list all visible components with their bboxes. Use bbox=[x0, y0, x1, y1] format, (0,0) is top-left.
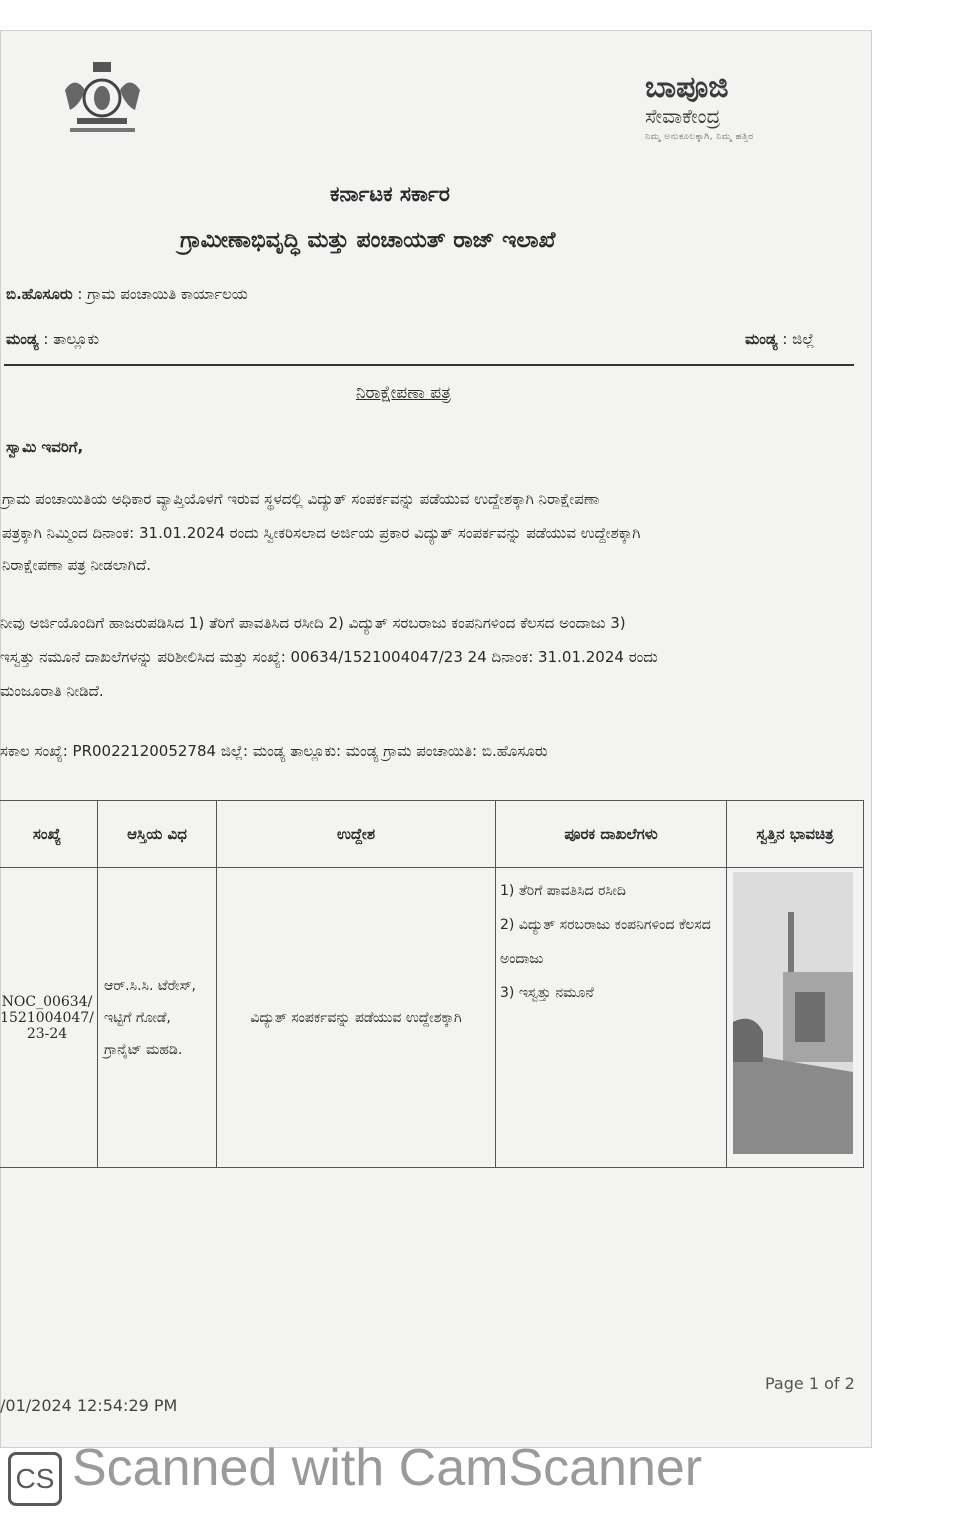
sakala-line: ಸಕಾಲ ಸಂಖ್ಯೆ: PR0022120052784 ಜಿಲ್ಲೆ: ಮಂಡ್ಯ ತಾಲ್ಲೂಕು: ಮಂಡ್ಯ ಗ್ರಾಮ ಪಂಚಾಯಿತಿ: ಬಿ.ಹೊಸೂರು bbox=[0, 742, 548, 760]
purpose-cell: ವಿದ್ಯುತ್ ಸಂಪರ್ಕವನ್ನು ಪಡೆಯುವ ಉದ್ದೇಶಕ್ಕಾಗಿ bbox=[217, 868, 496, 1168]
document-item: 3) ಇಸ್ವತ್ತು ನಮೂನೆ bbox=[500, 985, 594, 1001]
para2-line: ಇಸ್ವತ್ತು ನಮೂನೆ ದಾಖಲೆಗಳನ್ನು ಪರಿಶೀಲಿಸಿದ ಮತ್ತು ಸಂಖ್ಯೆ: 00634/1521004047/23 24 ದಿನಾಂಕ: 31.01.2024 ರಂದು bbox=[0, 648, 658, 666]
para1-line: ಗ್ರಾಮ ಪಂಚಾಯಿತಿಯ ಅಧಿಕಾರ ವ್ಯಾಪ್ತಿಯೊಳಗೆ ಇರುವ ಸ್ಥಳದಲ್ಲಿ ವಿದ್ಯುತ್ ಸಂಪರ್ಕವನ್ನು ಪಡೆಯುವ ಉದ್ದೇಶಕ್ಕಾಗಿ ನಿರಾಕ್ಷೇಪಣಾ bbox=[2, 490, 600, 508]
taluk-line: ಮಂಡ್ಯ : ತಾಲ್ಲೂಕು bbox=[6, 330, 99, 348]
table-header-cell: ಆಸ್ತಿಯ ವಿಧ bbox=[98, 801, 217, 868]
karnataka-emblem-icon bbox=[55, 60, 150, 140]
bapuji-seva-kendra-logo: ಬಾಪೂಜಿ ಸೇವಾಕೇಂದ್ರ ನಿಮ್ಮ ಅನುಕೂಲಕ್ಕಾಗಿ, ನಿಮ್ಮ ಹತ್ತಿರ bbox=[645, 70, 754, 142]
para1-line: ನಿರಾಕ್ಷೇಪಣಾ ಪತ್ರ ನೀಡಲಾಗಿದೆ. bbox=[2, 556, 152, 574]
page-number: Page 1 of 2 bbox=[765, 1374, 855, 1393]
noc-table bbox=[0, 800, 864, 1168]
district-line: ಮಂಡ್ಯ : ಜಿಲ್ಲೆ bbox=[745, 330, 815, 348]
table-header-cell: ಸಂಖ್ಯೆ bbox=[0, 801, 98, 868]
salutation: ಸ್ವಾಮಿ ಇವರಿಗೆ, bbox=[6, 438, 84, 456]
office-line: ಬಿ.ಹೊಸೂರು : ಗ್ರಾಮ ಪಂಚಾಯಿತಿ ಕಾರ್ಯಾಲಯ bbox=[6, 285, 248, 303]
department-heading: ಗ್ರಾಮೀಣಾಭಿವೃದ್ಧಿ ಮತ್ತು ಪಂಚಾಯತ್ ರಾಜ್ ಇಲಾಖೆ bbox=[180, 228, 556, 253]
document-item: 1) ತೆರಿಗೆ ಪಾವತಿಸಿದ ರಸೀದಿ bbox=[500, 883, 626, 899]
table-header-cell: ಉದ್ದೇಶ bbox=[217, 801, 496, 868]
photo-cell bbox=[727, 868, 864, 1168]
property-photo bbox=[733, 872, 853, 1154]
print-timestamp: /01/2024 12:54:29 PM bbox=[0, 1396, 178, 1415]
camscanner-watermark: Scanned with CamScanner bbox=[72, 1439, 703, 1497]
para2-line: ಮಂಜೂರಾತಿ ನೀಡಿದೆ. bbox=[0, 682, 104, 700]
para1-line: ಪತ್ರಕ್ಕಾಗಿ ನಿಮ್ಮಿಂದ ದಿನಾಂಕ: 31.01.2024 ರಂದು ಸ್ವೀಕರಿಸಲಾದ ಅರ್ಜಿಯ ಪ್ರಕಾರ ವಿದ್ಯುತ್ ಸಂಪರ್ಕವನ್ನು ಪಡೆಯುವ ಉದ್ದೇಶಕ್ಕಾಗಿ bbox=[2, 524, 641, 542]
noc-number-cell: NOC_00634/1521004047/23-24 bbox=[0, 868, 98, 1168]
table-header-row bbox=[0, 801, 864, 868]
camscanner-logo-icon: CS bbox=[8, 1452, 62, 1506]
table-header-cell: ಸ್ವತ್ತಿನ ಭಾವಚಿತ್ರ bbox=[727, 801, 864, 868]
house-image-icon bbox=[733, 872, 853, 1154]
documents-cell bbox=[496, 868, 727, 1168]
document-item: 2) ವಿದ್ಯುತ್ ಸರಬರಾಜು ಕಂಪನಿಗಳಿಂದ ಕೆಲಸದ ಅಂದಾಜು bbox=[500, 917, 711, 967]
table-header-cell: ಪೂರಕ ದಾಖಲೆಗಳು bbox=[496, 801, 727, 868]
property-type-cell: ಆರ್.ಸಿ.ಸಿ. ಟೆರೇಸ್, ಇಟ್ಟಿಗೆ ಗೋಡೆ, ಗ್ರಾನೈಟ್ ಮಹಡಿ. bbox=[98, 868, 217, 1168]
header-divider bbox=[4, 364, 854, 366]
table-row bbox=[0, 868, 864, 1168]
document-title: ನಿರಾಕ್ಷೇಪಣಾ ಪತ್ರ bbox=[356, 383, 451, 403]
government-heading: ಕರ್ನಾಟಕ ಸರ್ಕಾರ bbox=[330, 182, 450, 206]
para2-line: ನೀವು ಅರ್ಜಿಯೊಂದಿಗೆ ಹಾಜರುಪಡಿಸಿದ 1) ತೆರಿಗೆ ಪಾವತಿಸಿದ ರಸೀದಿ 2) ವಿದ್ಯುತ್ ಸರಬರಾಜು ಕಂಪನಿಗಳಿಂದ ಕೆಲಸದ ಅಂದಾಜು 3) bbox=[0, 614, 626, 632]
